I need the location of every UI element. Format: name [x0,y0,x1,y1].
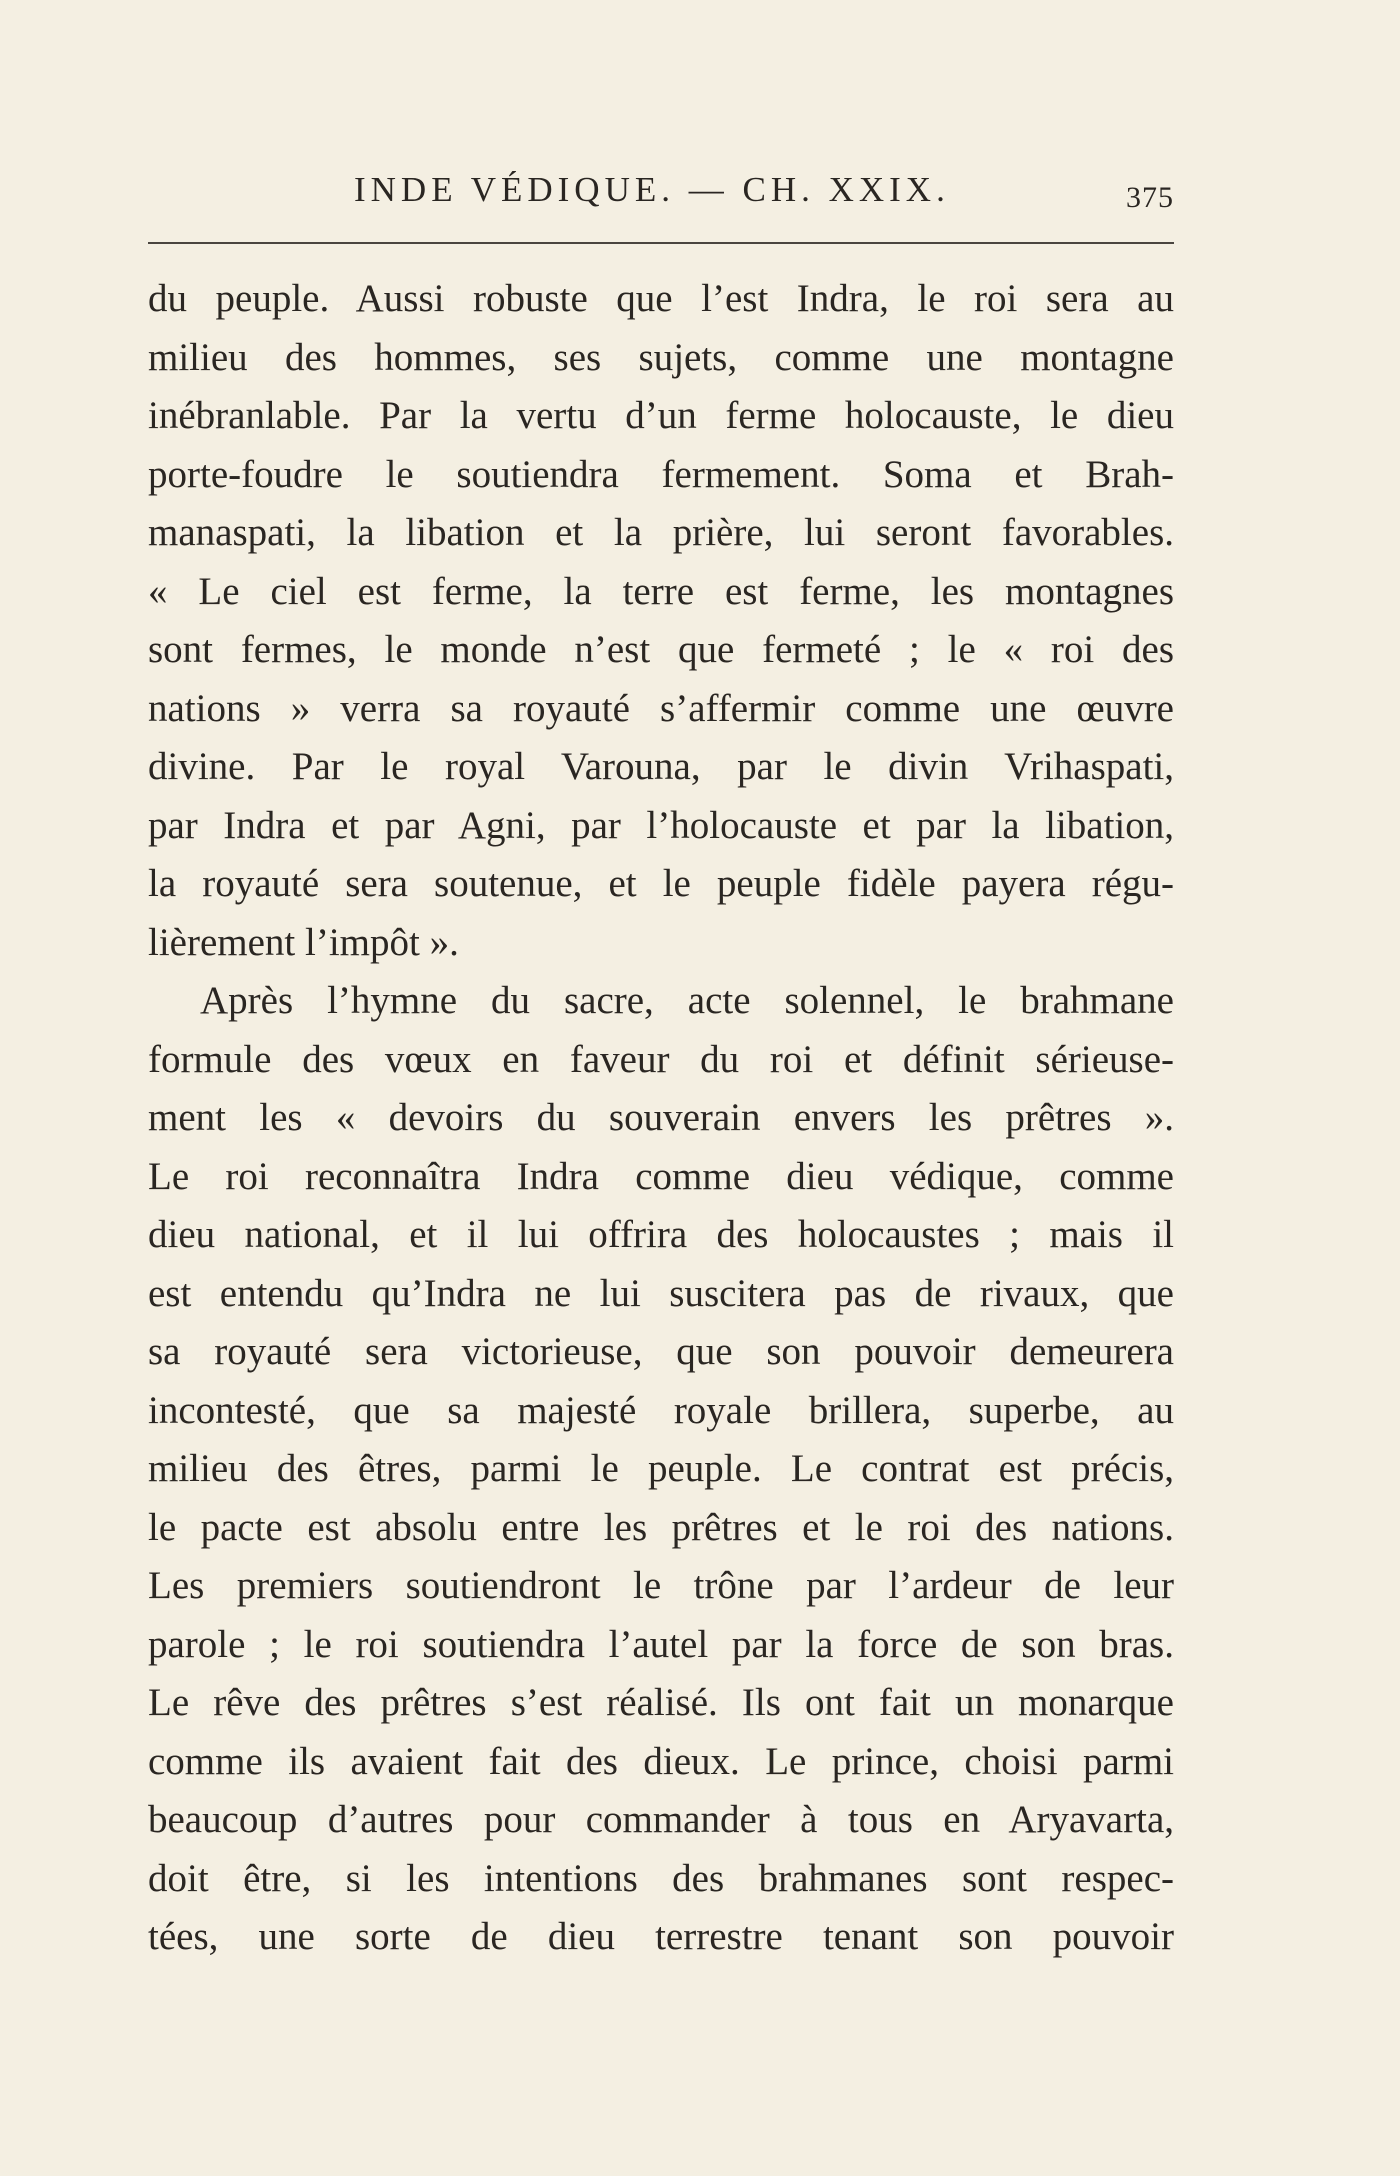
text-line: Le rêve des prêtres s’est réalisé. Ils ont fait un monarque [148,1681,1174,1724]
text-line: milieu des hommes, ses sujets, comme une montagne [148,335,1174,379]
text-line: tées, une sorte de dieu terrestre tenant son pouvoir [148,1915,1174,1958]
text-line: inébranlable. Par la vertu d’un ferme holocauste, le dieu [148,394,1174,437]
text-line: la royauté sera soutenue, et le peuple fidèle payera régu- [148,862,1174,905]
text-line: manaspati, la libation et la prière, lui seront favorables. [148,511,1174,554]
text-line: porte-foudre le soutiendra fermement. Soma et Brah- [148,452,1174,496]
body-text [148,270,1174,1967]
text-line: beaucoup d’autres pour commander à tous en Aryavarta, [148,1798,1174,1841]
text-line: nations » verra sa royauté s’affermir comme une œuvre [148,686,1174,730]
text-line: parole ; le roi soutiendra l’autel par la force de son bras. [148,1622,1174,1666]
text-line: est entendu qu’Indra ne lui suscitera pas de rivaux, que [148,1271,1174,1315]
text-line: par Indra et par Agni, par l’holocauste et par la libation, [148,803,1174,847]
text-line: « Le ciel est ferme, la terre est ferme, les montagnes [148,569,1174,613]
header-rule [148,242,1174,244]
text-line: Le roi reconnaîtra Indra comme dieu védique, comme [148,1154,1174,1198]
text-line: sont fermes, le monde n’est que fermeté ; le « roi des [148,628,1174,671]
text-line: milieu des êtres, parmi le peuple. Le contrat est précis, [148,1447,1174,1490]
text-line: incontesté, que sa majesté royale brillera, superbe, au [148,1388,1174,1432]
text-line: dieu national, et il lui offrira des holocaustes ; mais il [148,1213,1174,1256]
paragraph-end-line: lièrement l’impôt ». [148,920,459,964]
text-line: divine. Par le royal Varouna, par le divin Vrihaspati, [148,745,1174,788]
text-line: ment les « devoirs du souverain envers les prêtres ». [148,1096,1174,1139]
text-line: formule des vœux en faveur du roi et définit sérieuse- [148,1037,1174,1081]
page-number: 375 [1126,181,1174,214]
paragraph-first-line: Après l’hymne du sacre, acte solennel, le brahmane [200,979,1174,1022]
text-line: comme ils avaient fait des dieux. Le prince, choisi parmi [148,1739,1174,1783]
text-line: le pacte est absolu entre les prêtres et le roi des nations. [148,1505,1174,1549]
running-title: INDE VÉDIQUE. — CH. XXIX. [354,170,950,209]
text-line: sa royauté sera victorieuse, que son pouvoir demeurera [148,1330,1174,1373]
text-line: doit être, si les intentions des brahmanes sont respec- [148,1856,1174,1900]
text-line: Les premiers soutiendront le trône par l’ardeur de leur [148,1564,1174,1607]
text-line: du peuple. Aussi robuste que l’est Indra, le roi sera au [148,277,1174,320]
running-head [148,166,1174,214]
